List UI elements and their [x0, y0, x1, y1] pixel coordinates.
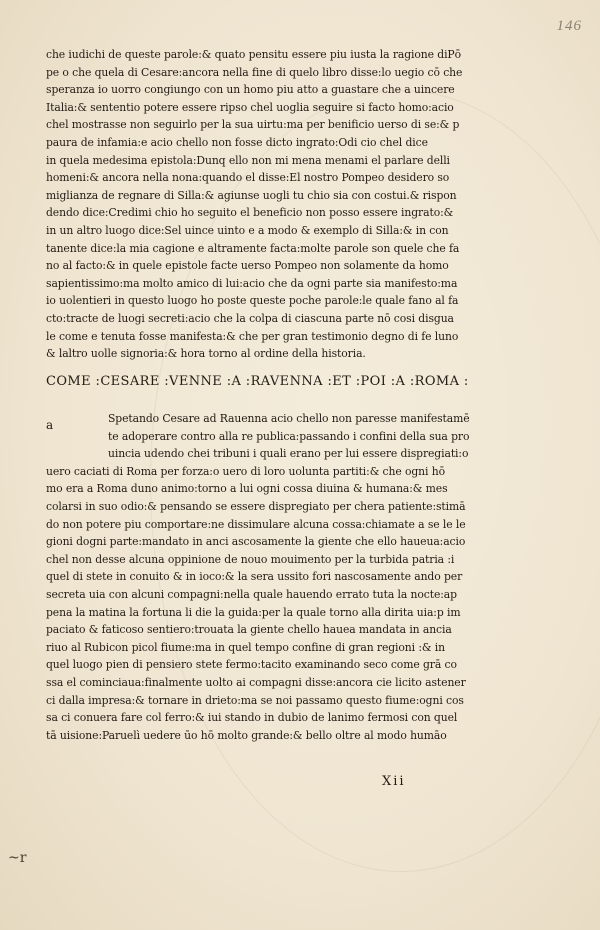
text-line: le come e tenuta fosse manifesta:& che per gran testimonio degno di fe luno: [46, 329, 459, 343]
text-line: tā uisione:Paruelì uedere ūo hō molto grande:& bello oltre al modo humāo: [46, 728, 447, 742]
text-line: chel mostrasse non seguirlo per la sua uirtu:ma per benificio uerso di se:& p: [46, 118, 460, 132]
text-line: Italia:& sententio potere essere ripso chel uoglia seguire si facto homo:acio: [46, 100, 454, 114]
text-line: gioni dogni parte:mandato in anci ascosamente la giente che ello haueua:acio: [46, 535, 466, 549]
text-line: quel luogo pien di pensiero stete fermo:tacito examinando seco come grā co: [46, 658, 457, 672]
text-line: io uolentieri in questo luogo ho poste queste poche parole:le quale fano al fa: [46, 294, 459, 308]
text-line: che iudichi de queste parole:& quato pensitu essere piu iusta la ragione diPō: [46, 48, 461, 61]
text-line: miglianza de regnare di Silla:& agiunse uogli tu chio sia con costui.& rispon: [46, 188, 457, 202]
text-line: riuo al Rubicon picol fiume:ma in quel tempo confine di gran regioni :& in: [46, 640, 445, 654]
text-line: cto:tracte de luogi secreti:acio che la colpa di ciascuna parte nō cosi disgua: [46, 311, 454, 325]
text-line: speranza io uorro congiungo con un homo piu atto a guastare che a uincere: [46, 83, 455, 97]
paragraph-1: [46, 46, 576, 363]
text-line: ci dalla impresa:& tornare in drieto:ma se noi passamo questo fiume:ogni cos: [46, 693, 464, 707]
text-line: & laltro uolle signoria:& hora torno al ordine della historia.: [46, 347, 366, 361]
text-line: homeni:& ancora nella nona:quando el disse:El nostro Pompeo desidero so: [46, 171, 450, 185]
text-line: pe o che quela di Cesare:ancora nella fine di quelo libro disse:lo uegio cō che: [46, 65, 463, 79]
signature-mark: Xii: [382, 774, 406, 789]
margin-mark: ~r: [8, 850, 27, 866]
text-line: pena la matina la fortuna li die la guida:per la quale torno alla dirita uia:p im: [46, 605, 461, 619]
text-line: in quela medesima epistola:Dunq ello non mi mena menami el parlare delli: [46, 153, 450, 167]
text-line: paura de infamia:e acio chello non fosse dicto ingrato:Odi cio chel dice: [46, 135, 428, 149]
text-line: dendo dice:Credimi chio ho seguito el beneficio non posso essere ingrato:&: [46, 206, 454, 220]
text-line: quel di stete in conuito & in ioco:& la sera ussito fori nascosamente ando per: [46, 570, 463, 584]
text-line: ssa el cominciaua:finalmente uolto ai compagni disse:ancora cie licito astener: [46, 675, 466, 689]
text-line: paciato & faticoso sentiero:trouata la giente chello hauea mandata in ancia: [46, 623, 452, 637]
text-line: sa ci conuera fare col ferro:& iui stando in dubio de lanimo fermosi con quel: [46, 711, 458, 725]
text-line: Spetando Cesare ad Rauenna acio chello non paresse manifestamē: [108, 412, 470, 425]
chapter-heading: COME :CESARE :VENNE :A :RAVENNA :ET :POI :A :ROMA :: [46, 374, 469, 389]
paragraph-2: [46, 410, 576, 744]
text-line: uero caciati di Roma per forza:o uero di loro uolunta partiti:& che ogni hō: [46, 464, 445, 478]
text-line: do non potere piu comportare:ne dissimulare alcuna cossa:chiamate a se le le: [46, 517, 466, 531]
text-line: secreta uia con alcuni compagni:nella quale hauendo errato tuta la nocte:ap: [46, 587, 457, 601]
text-line: te adoperare contro alla re publica:passando i confini della sua pro: [108, 429, 470, 443]
text-line: no al facto:& in quele epistole facte uerso Pompeo non solamente da homo: [46, 259, 449, 273]
text-line: colarsi in suo odio:& pensando se essere dispregiato per chera patiente:stimā: [46, 499, 466, 513]
text-line: uincia udendo chei tribuni i quali erano per lui essere dispregiati:o: [108, 447, 469, 461]
folio-number: 146: [556, 18, 582, 34]
text-line: sapientissimo:ma molto amico di lui:acio che da ogni parte sia manifesto:ma: [46, 276, 458, 290]
text-line: tanente dice:la mia cagione e altramente facta:molte parole son quele che fa: [46, 241, 460, 255]
guide-letter: a: [46, 418, 54, 432]
text-line: in un altro luogo dice:Sel uince uinto e a modo & exemplo di Silla:& in con: [46, 223, 449, 237]
text-line: mo era a Roma duno animo:torno a lui ogni cossa diuina & humana:& mes: [46, 482, 448, 496]
text-line: chel non desse alcuna oppinione de nouo mouimento per la turbida patria :i: [46, 552, 455, 566]
